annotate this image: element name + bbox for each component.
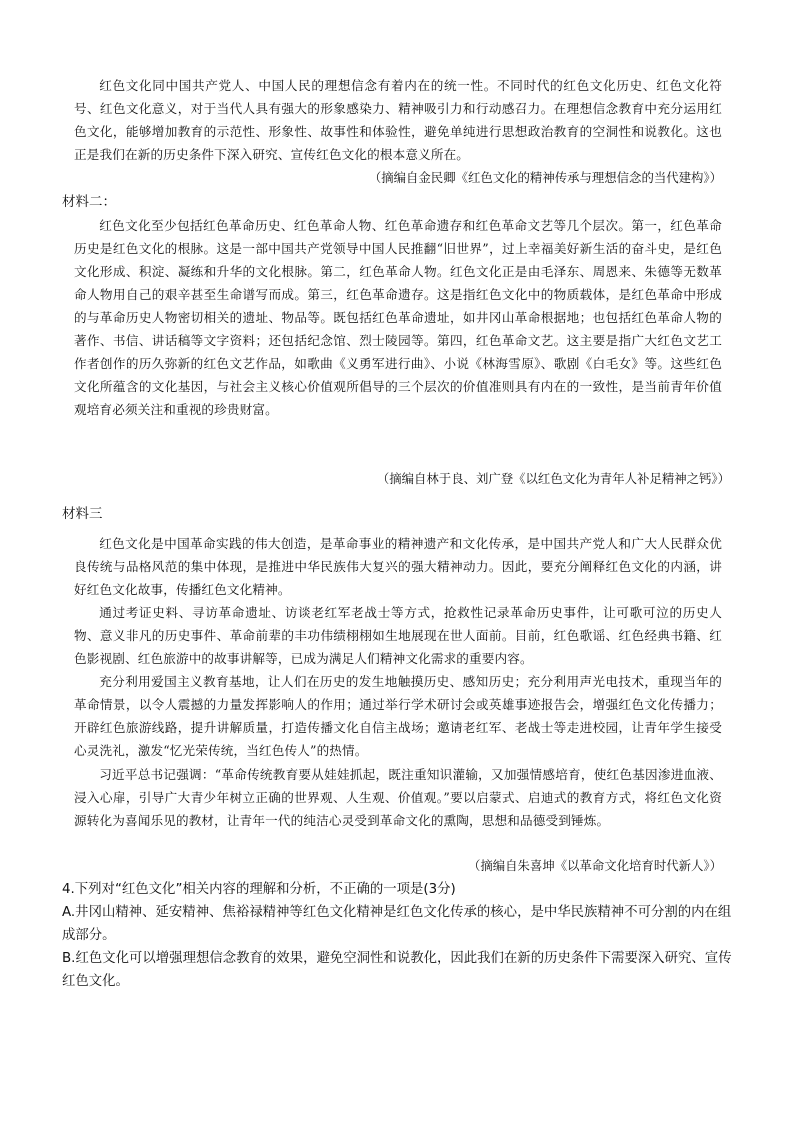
question-option-a: A.井冈山精神、延安精神、焦裕禄精神等红色文化精神是红色文化传承的核心，是中华民族精神不可分割的内在组成部分。 (62, 905, 732, 943)
material1-paragraph: 红色文化同中国共产党人、中国人民的理想信念有着内在的统一性。不同时代的红色文化历史、红色文化符号、红色文化意义，对于当代人具有强大的形象感染力、精神吸引力和行动感召力。在理想信念教育中充分运用红色文化，能够增加教育的示范性、形象性、故事性和体验性，避免单纯进行思想政治教育的空洞性和说教化。这也正是我们在新的历史条件下深入研究、宣传红色文化的根本意义所在。 (74, 78, 722, 162)
question-option-b: B.红色文化可以增强理想信念教育的效果，避免空洞性和说教化，因此我们在新的历史条件下需要深入研究、宣传红色文化。 (62, 951, 732, 989)
material3-source: （摘编自朱喜坤《以革命文化培育时代新人》） (467, 858, 722, 873)
material3-paragraph-1: 红色文化是中国革命实践的伟大创造，是革命事业的精神遗产和文化传承，是中国共产党人和广大人民群众优良传统与品格风范的集中体现，是推进中华民族伟大复兴的强大精神动力。因此，要充分阐释红色文化的内涵，讲好红色文化故事，传播红色文化精神。 (74, 536, 722, 597)
material2-heading: 材料二： (62, 194, 116, 210)
material3-heading: 材料三 (62, 506, 103, 522)
material2-source: （摘编自林于良、刘广登《以红色文化为青年人补足精神之钙》） (376, 471, 730, 486)
question-stem: 4.下列对“红色文化”相关内容的理解和分析，不正确的一项是(3分) (62, 882, 456, 897)
material3-paragraph-4: 习近平总书记强调：“革命传统教育要从娃娃抓起，既注重知识灌输，又加强情感培育，使红色基因渗进血液、浸入心扉，引导广大青少年树立正确的世界观、人生观、价值观。”要以启蒙式、启迪式的教育方式，将红色文化资源转化为喜闻乐见的教材，让青年一代的纯洁心灵受到革命文化的熏陶，思想和品德受到锤炼。 (74, 767, 722, 828)
material2-paragraph: 红色文化至少包括红色革命历史、红色革命人物、红色革命遗存和红色革命文艺等几个层次。第一，红色革命历史是红色文化的根脉。这是一部中国共产党领导中国人民推翻“旧世界”，过上幸福美好新生活的奋斗史，是红色文化形成、积淀、凝练和升华的文化根脉。第二，红色革命人物。红色文化正是由毛泽东、周恩来、朱德等无数革命人物用自己的艰辛甚至生命谱写而成。第三，红色革命遗存。这是指红色文化中的物质载体，是红色革命中形成的与革命历史人物密切相关的遗址、物品等。既包括红色革命遗址，如井冈山革命根据地；也包括红色革命人物的著作、书信、讲话稿等文字资料；还包括纪念馆、烈士陵园等。第四，红色革命文艺。这主要是指广大红色文艺工作者创作的历久弥新的红色文艺作品，如歌曲《义勇军进行曲》、小说《林海雪原》、歌剧《白毛女》等。这些红色文化所蕴含的文化基因，与社会主义核心价值观所倡导的三个层次的价值准则具有内在的一致性，是当前青年价值观培育必须关注和重视的珍贵财富。 (74, 218, 722, 417)
material1-source: （摘编自金民卿《红色文化的精神传承与理想信念的当代建构》） (368, 170, 722, 185)
material3-paragraph-3: 充分利用爱国主义教育基地，让人们在历史的发生地触摸历史、感知历史；充分利用声光电技术，重现当年的革命情景，以令人震撼的力量发挥影响人的作用；通过举行学术研讨会或英雄事迹报告会，增强红色文化传播力；开辟红色旅游线路，提升讲解质量，打造传播文化自信主战场；邀请老红军、老战士等走进校园，让青年学生接受心灵洗礼，激发“忆光荣传统，当红色传人”的热情。 (74, 674, 722, 758)
material3-paragraph-2: 通过考证史料、寻访革命遗址、访谈老红军老战士等方式，抢救性记录革命历史事件，让可歌可泣的历史人物、意义非凡的历史事件、革命前辈的丰功伟绩栩栩如生地展现在世人面前。目前，红色歌谣、红色经典书籍、红色影视剧、红色旅游中的故事讲解等，已成为满足人们精神文化需求的重要内容。 (74, 605, 722, 666)
